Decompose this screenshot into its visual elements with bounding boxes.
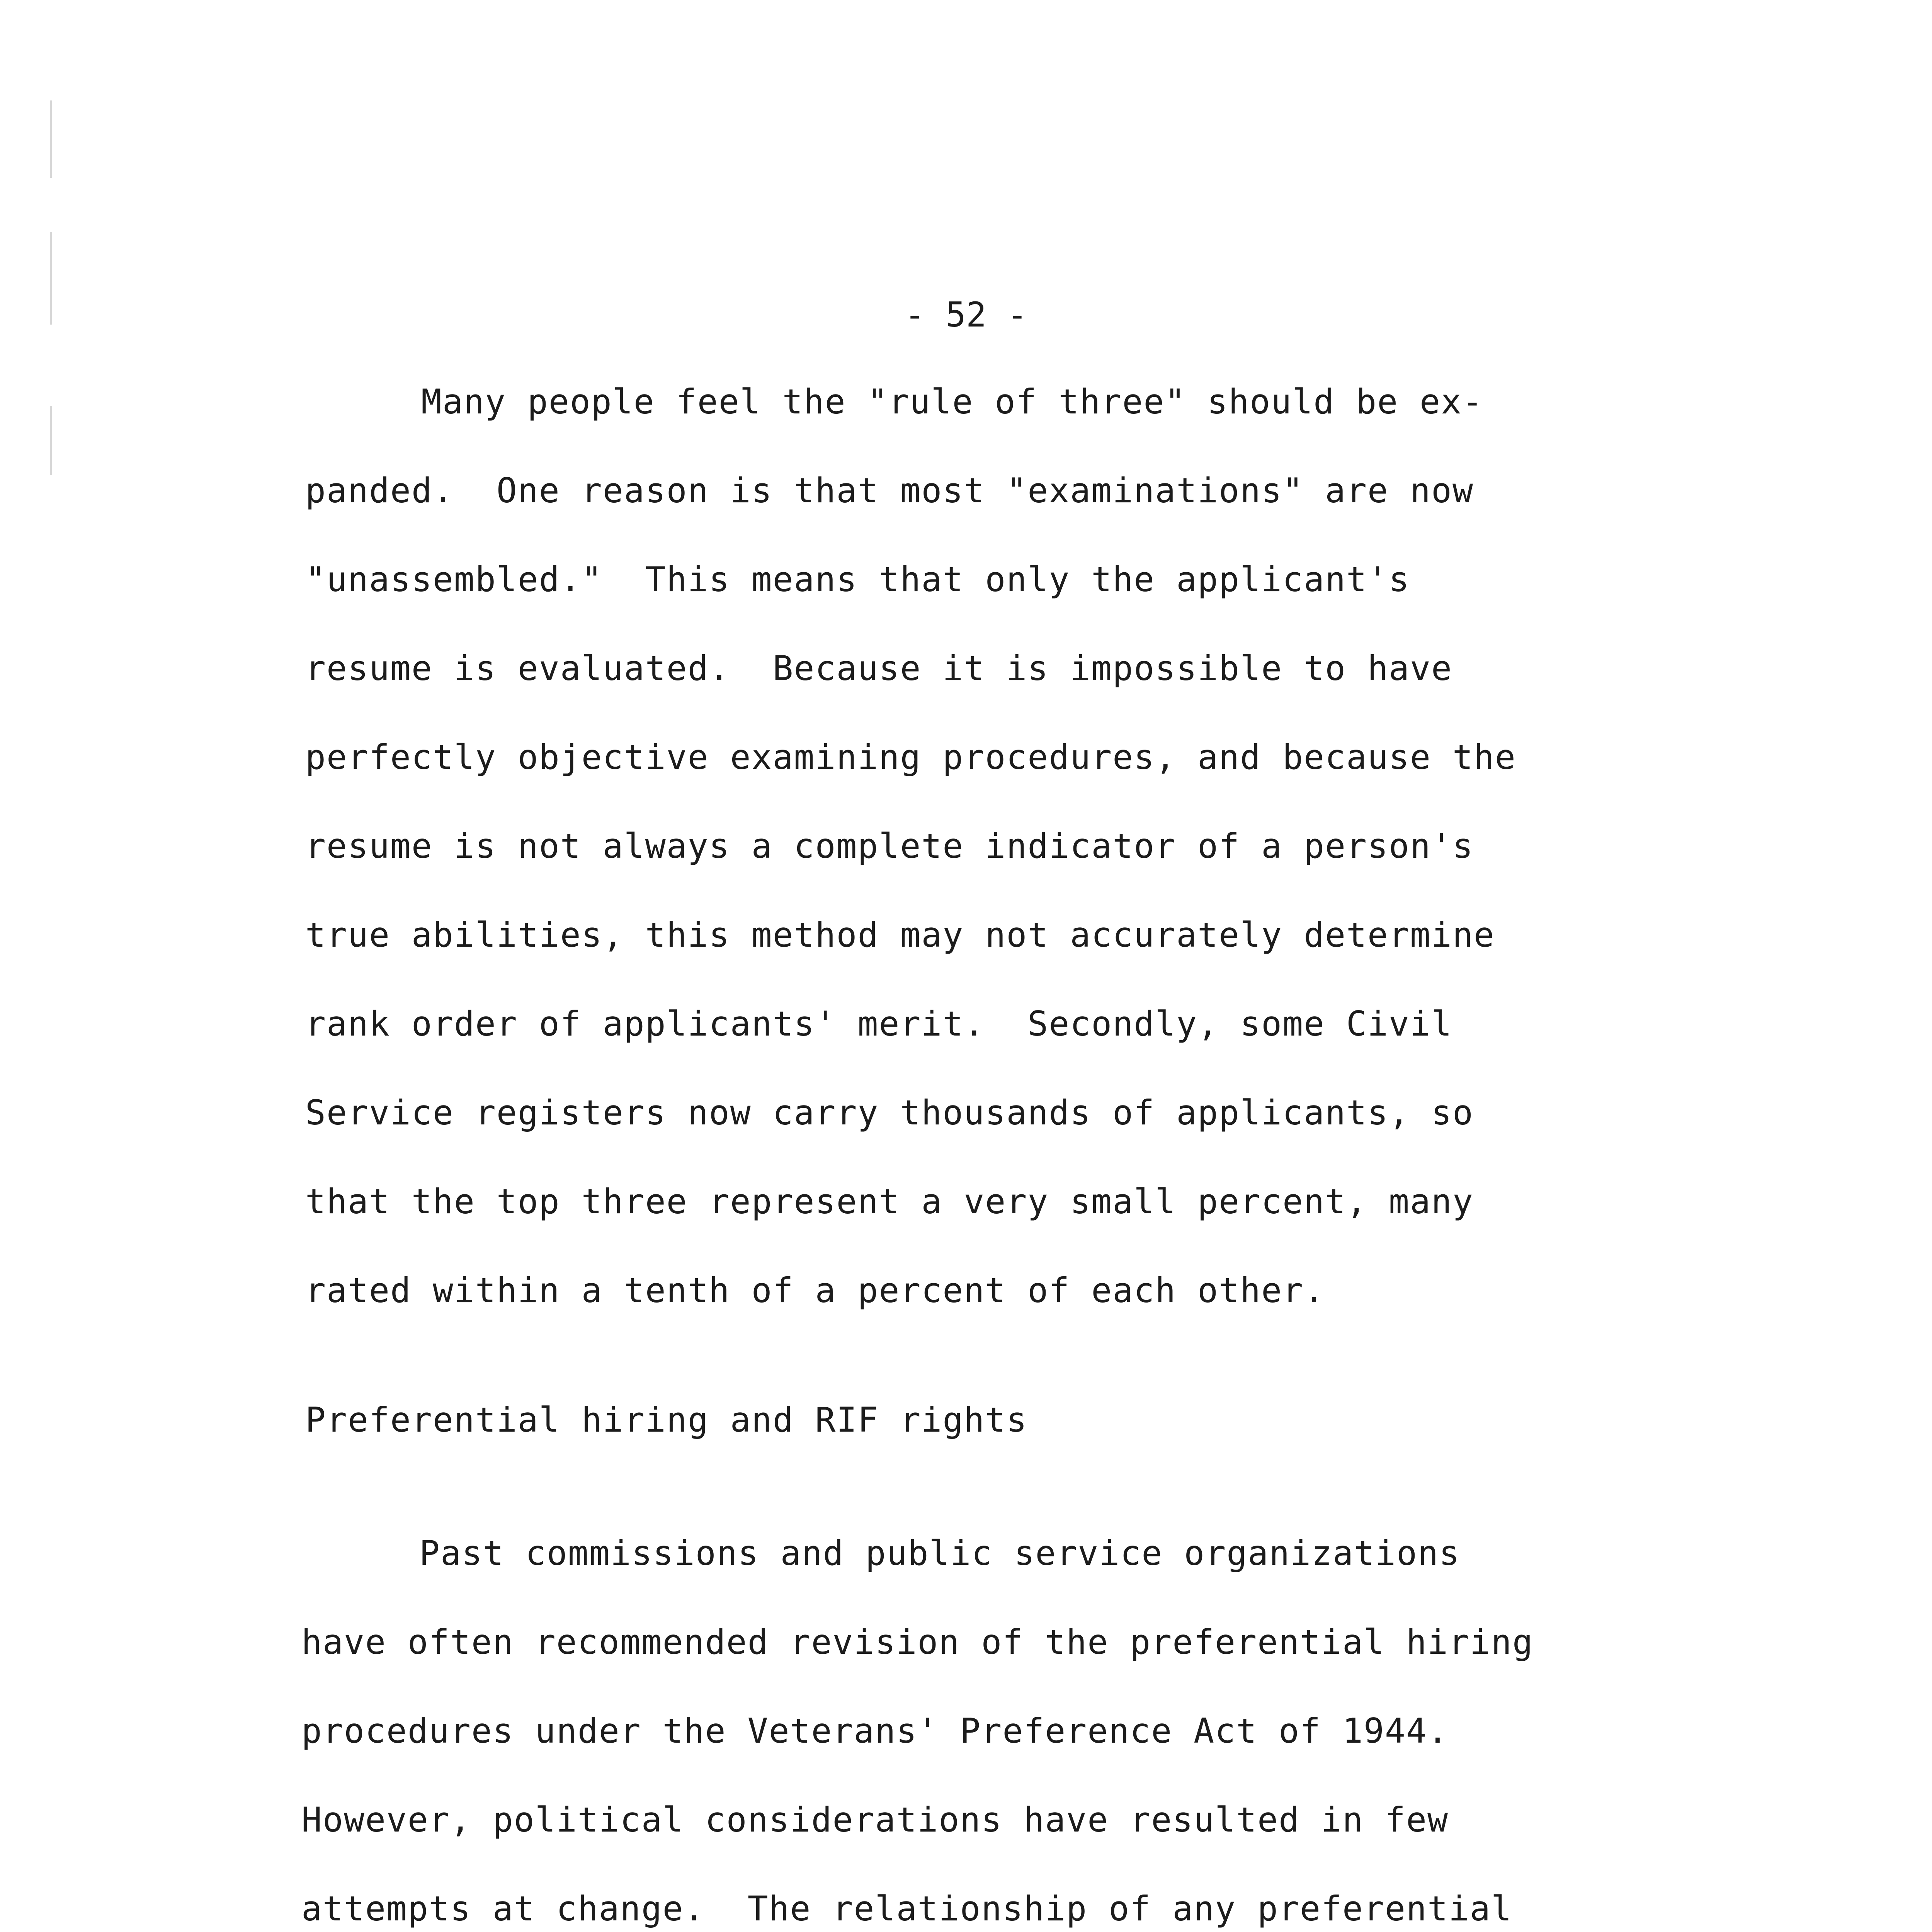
paragraph-line: Service registers now carry thousands of applicants, so <box>305 1093 1474 1133</box>
scan-edge-mark <box>50 100 52 178</box>
paragraph-line: rank order of applicants' merit. Secondly, some Civil <box>305 1004 1452 1044</box>
paragraph-line: "unassembled." This means that only the applicant's <box>305 560 1410 599</box>
page-number: - 52 - <box>905 295 1027 335</box>
section-heading: Preferential hiring and RIF rights <box>305 1400 1028 1440</box>
paragraph-line: resume is evaluated. Because it is impossible to have <box>305 648 1452 688</box>
scan-edge-mark <box>50 232 52 325</box>
paragraph-line: panded. One reason is that most "examinations" are now <box>305 471 1474 510</box>
paragraph-line: attempts at change. The relationship of any preferential <box>301 1889 1512 1929</box>
scan-edge-mark <box>50 406 52 475</box>
paragraph-line: perfectly objective examining procedures, and because the <box>305 737 1516 777</box>
paragraph-line: have often recommended revision of the preferential hiring <box>301 1622 1534 1662</box>
paragraph-line: Many people feel the "rule of three" should be ex- <box>421 382 1484 422</box>
paragraph-line: Past commissions and public service organizations <box>419 1533 1461 1573</box>
paragraph-line: true abilities, this method may not accurately determine <box>305 915 1495 955</box>
paragraph-line: resume is not always a complete indicator of a person's <box>305 826 1474 866</box>
paragraph-line: that the top three represent a very small percent, many <box>305 1182 1474 1221</box>
paragraph-line: rated within a tenth of a percent of each other. <box>305 1270 1325 1310</box>
paragraph-line: procedures under the Veterans' Preference Act of 1944. <box>301 1711 1449 1751</box>
paragraph-line: However, political considerations have resulted in few <box>301 1800 1449 1840</box>
